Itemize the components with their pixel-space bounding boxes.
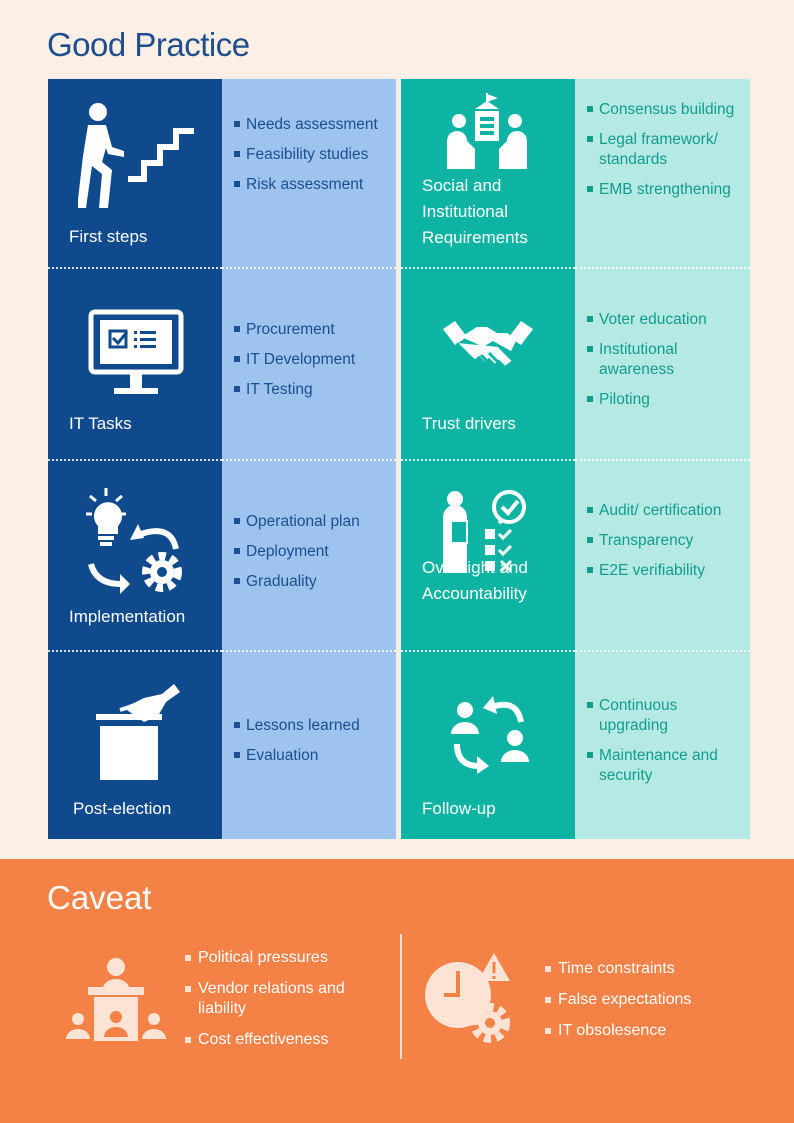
list-item: Feasibility studies (233, 145, 388, 165)
list-item: Maintenance and security (586, 746, 742, 786)
item-list (233, 320, 388, 410)
list-item: Consensus building (586, 100, 742, 120)
list-item: Voter education (586, 310, 742, 330)
list-item: Deployment (233, 542, 388, 562)
list-item: EMB strengthening (586, 180, 742, 200)
list-item: Cost effectiveness (184, 1030, 374, 1050)
caveat-title: Caveat (47, 879, 152, 916)
list-item: Lessons learned (233, 716, 388, 736)
list-item: Time constraints (544, 959, 744, 979)
category-label: Follow-up (422, 799, 496, 818)
row-divider (575, 650, 750, 652)
row-divider (575, 459, 750, 461)
category-cell-oversight (401, 461, 575, 651)
row-divider (575, 267, 750, 269)
row-divider (222, 459, 396, 461)
list-item: False expectations (544, 990, 744, 1010)
item-list (233, 115, 388, 205)
caveat-divider (400, 934, 402, 1059)
category-label-text: Social and Institutional Requirements (422, 176, 528, 247)
category-label-text: Oversight and Accountability (422, 558, 528, 603)
left-items-column (222, 79, 396, 839)
ballot-box-icon (94, 672, 184, 780)
list-item: IT Testing (233, 380, 388, 400)
handshake-icon (443, 319, 533, 381)
page-title: Good Practice (47, 26, 250, 63)
row-divider (222, 650, 396, 652)
item-list (586, 100, 742, 210)
category-cell-follow-up (401, 652, 575, 839)
item-list (586, 696, 742, 796)
category-cell-it-tasks (48, 269, 222, 459)
list-item: Political pressures (184, 948, 374, 968)
list-item: Evaluation (233, 746, 388, 766)
category-label (422, 173, 562, 251)
category-cell-social-institutional (401, 79, 575, 267)
list-item: E2E verifiability (586, 561, 742, 581)
category-label: Trust drivers (422, 414, 516, 433)
category-cell-first-steps (48, 79, 222, 267)
caveat-left-list (184, 948, 374, 1061)
people-cycle-icon (445, 694, 535, 774)
category-label: First steps (69, 227, 148, 246)
list-item: Piloting (586, 390, 742, 410)
stairs-climber-icon (78, 101, 196, 209)
list-item: Legal framework/ standards (586, 130, 742, 170)
good-practice-grid (48, 79, 750, 839)
list-item: Continuous upgrading (586, 696, 742, 736)
idea-gear-cycle-icon (86, 486, 190, 596)
caveat-right-list (544, 959, 744, 1052)
category-label (422, 555, 562, 607)
category-label: Implementation (69, 607, 186, 626)
row-divider (222, 267, 396, 269)
list-item: IT Development (233, 350, 388, 370)
list-item: Transparency (586, 531, 742, 551)
speaker-audience-icon (66, 957, 166, 1041)
category-cell-implementation (48, 461, 222, 651)
list-item: Institutional awareness (586, 340, 742, 380)
category-label: IT Tasks (69, 414, 132, 433)
category-cell-trust-drivers (401, 269, 575, 459)
category-cell-post-election (48, 652, 222, 839)
item-list (233, 716, 388, 776)
list-item: Procurement (233, 320, 388, 340)
item-list (233, 512, 388, 602)
right-items-column (575, 79, 750, 839)
clock-warning-gear-icon (422, 951, 514, 1047)
people-institution-icon (447, 91, 527, 171)
list-item: Needs assessment (233, 115, 388, 135)
category-label: Post-election (73, 799, 172, 818)
list-item: Audit/ certification (586, 501, 742, 521)
list-item: IT obsolesence (544, 1021, 744, 1041)
list-item: Graduality (233, 572, 388, 592)
list-item: Operational plan (233, 512, 388, 532)
caveat-section (0, 859, 794, 1123)
left-category-column (48, 79, 222, 839)
right-category-column (401, 79, 575, 839)
item-list (586, 501, 742, 591)
list-item: Vendor relations and liability (184, 979, 374, 1019)
item-list (586, 310, 742, 420)
list-item: Risk assessment (233, 175, 388, 195)
monitor-checklist-icon (88, 309, 184, 399)
